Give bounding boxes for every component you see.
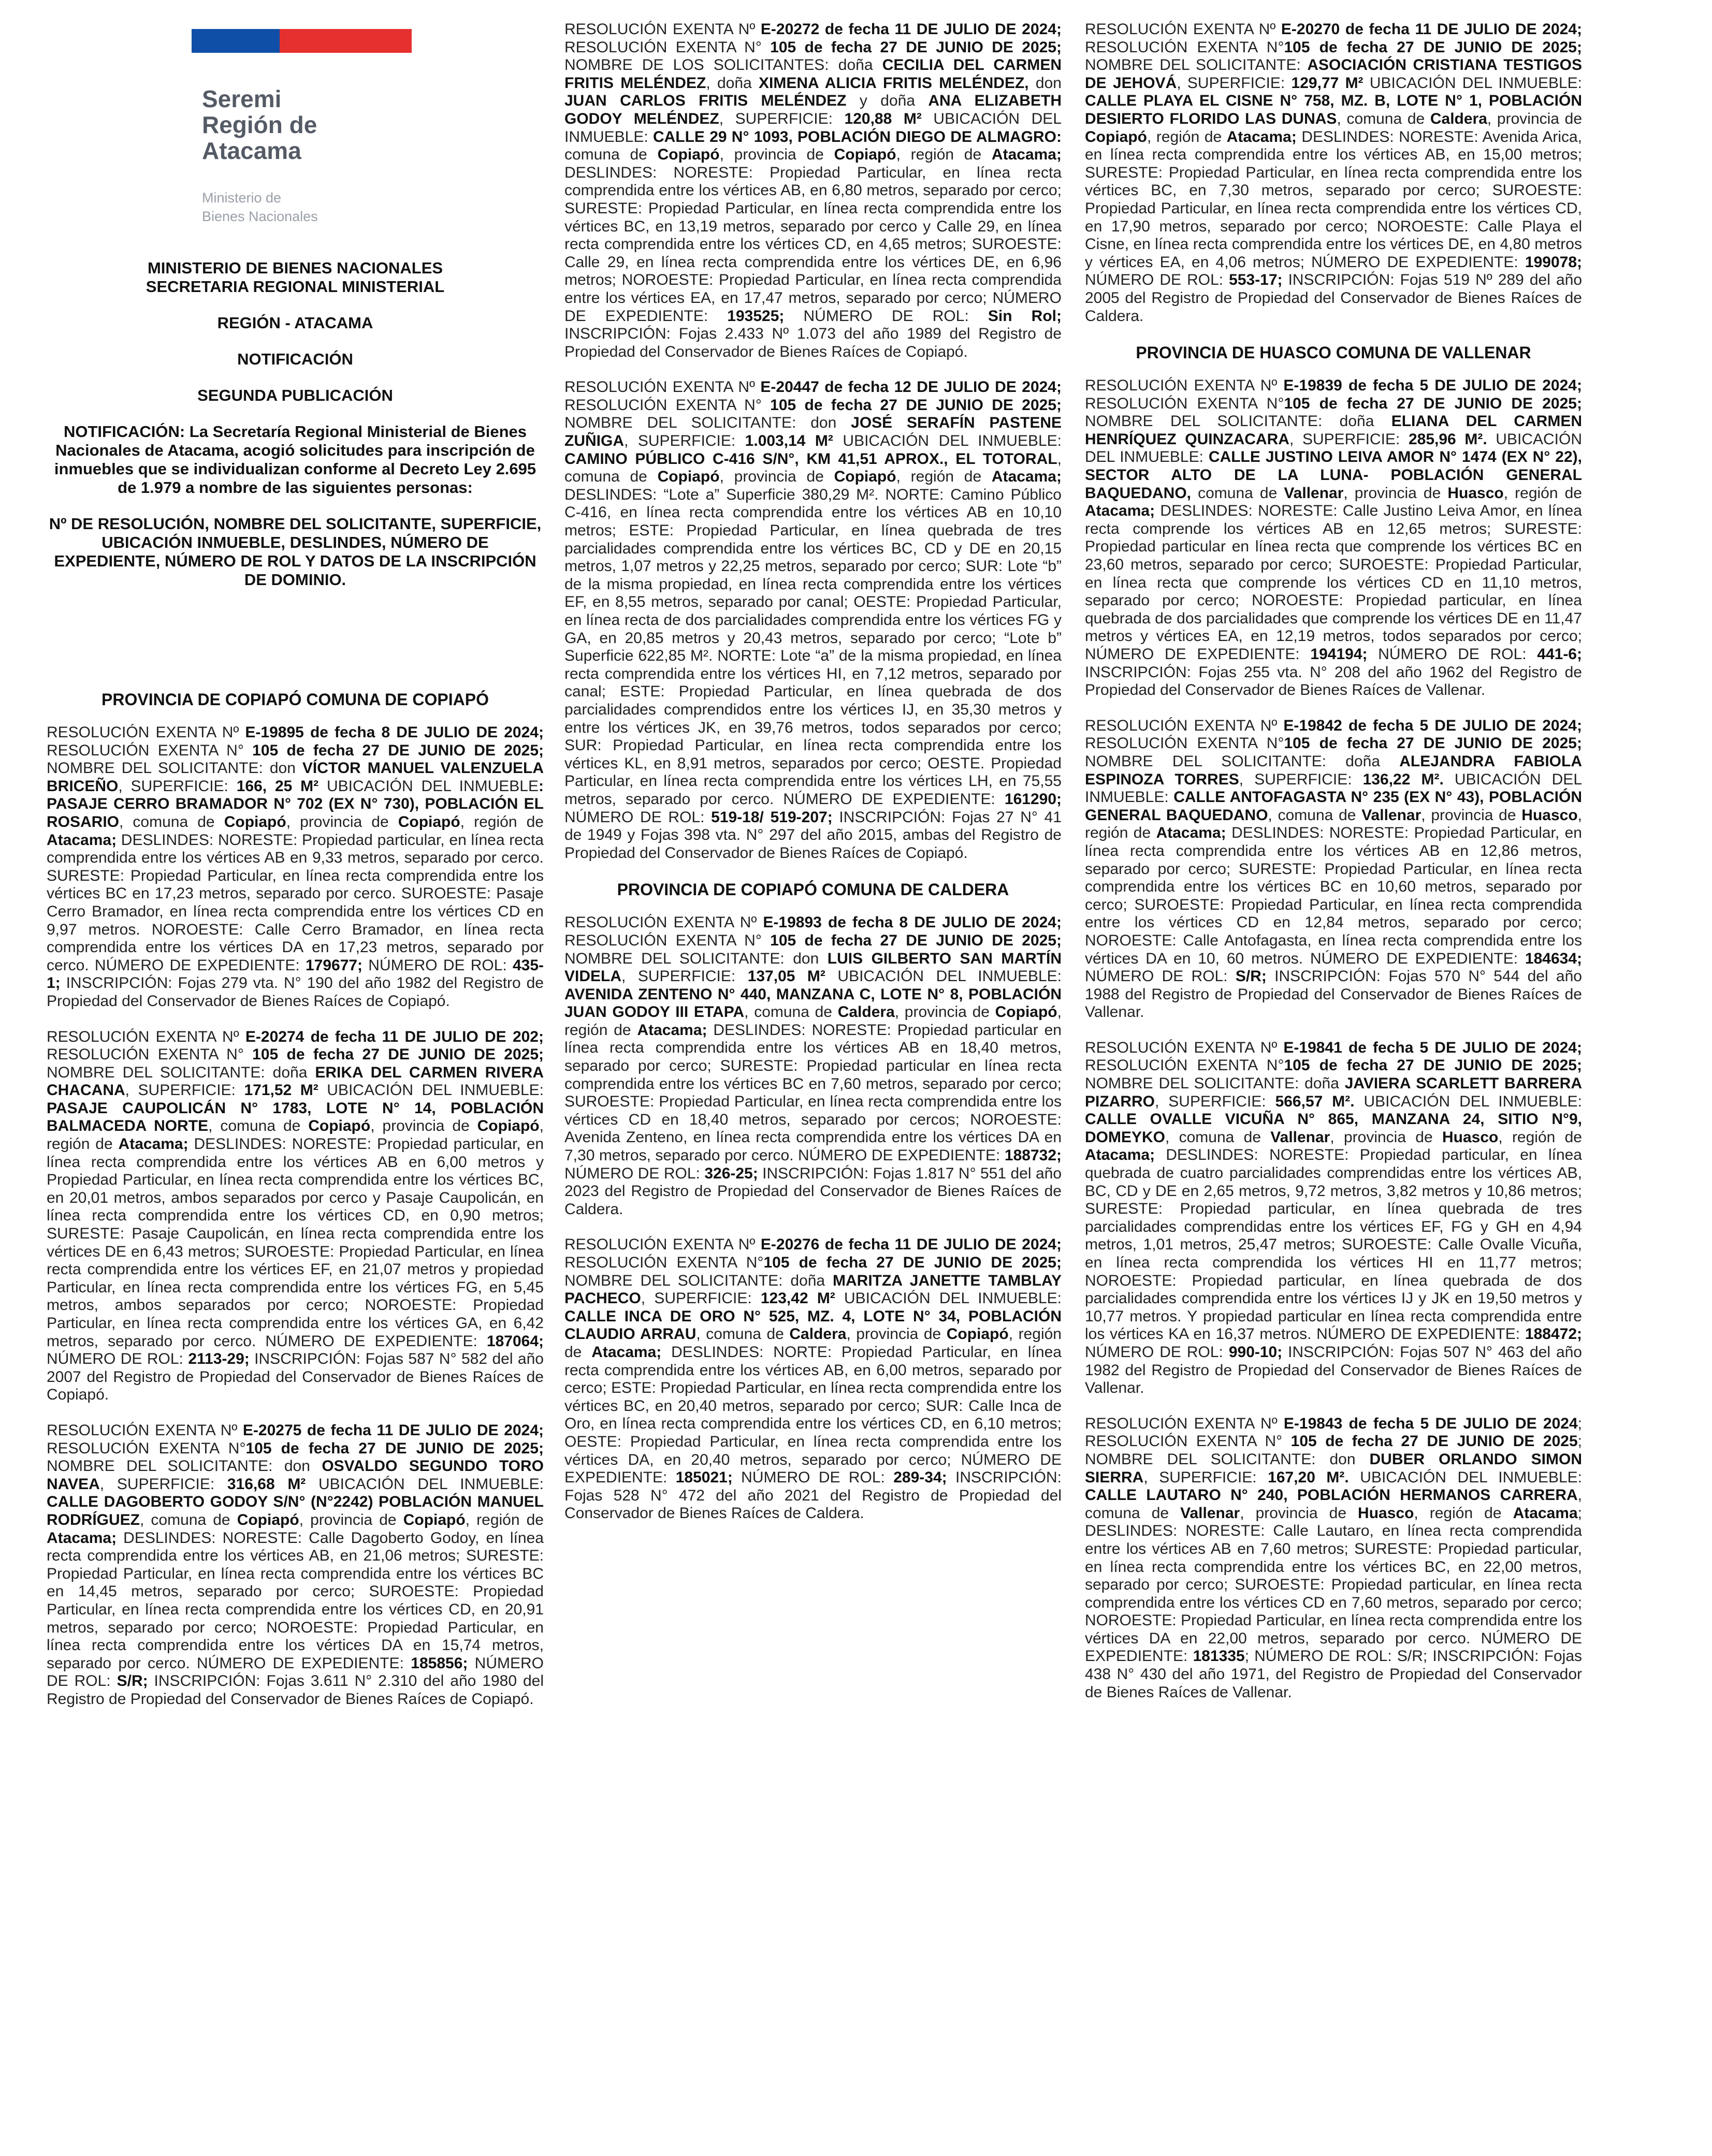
resolution-bold-text: E-20276 de fecha 11 DE JULIO DE 2024; <box>760 1236 1062 1254</box>
resolution-text: , provincia de <box>719 146 834 164</box>
resolution-text: RESOLUCIÓN EXENTA Nº <box>47 724 245 741</box>
resolution-e19842 <box>1085 717 1582 1022</box>
resolution-text: NÚMERO DE ROL: <box>1367 646 1537 663</box>
resolution-text: , región de <box>1503 484 1582 502</box>
region-title: REGIÓN - ATACAMA <box>217 314 373 332</box>
resolution-text: comuna de <box>1191 484 1284 502</box>
resolution-bold-text: PASAJE CAUPOLICÁN N° 1783, LOTE N° 14, POBLACIÓN BALMACEDA NORTE <box>47 1099 544 1135</box>
resolution-text: , región de <box>564 1325 1062 1361</box>
resolution-text: NÚMERO DE ROL: <box>564 1164 705 1182</box>
resolution-bold-text: Huasco <box>1447 484 1504 502</box>
resolution-bold-text: Atacama; <box>637 1021 707 1039</box>
resolution-text: , provincia de <box>370 1117 477 1135</box>
resolution-bold-text: CAMINO PÚBLICO C-416 S/N°, KM 41,51 APROX., EL TOTORAL <box>564 450 1057 468</box>
resolution-bold-text: CECILIA DEL CARMEN FRITIS MELÉNDEZ <box>564 56 1062 92</box>
resolution-text: INSCRIPCIÓN: Fojas 27 N° 41 de 1949 y Fojas 398 vta. N° 297 del año 2015, ambas del Registro de Propiedad del Conservador de Bienes Raíces de Copiapó. <box>564 808 1062 862</box>
resolution-text: , comuna de <box>564 450 1062 486</box>
resolution-bold-text: 105 de fecha 27 DE JUNIO DE 2025 <box>1290 1433 1578 1450</box>
resolution-bold-text: E-20447 de fecha 12 DE JULIO DE 2024; <box>760 378 1062 396</box>
resolution-bold-text: E-20275 de fecha 11 DE JULIO DE 2024; <box>242 1421 544 1439</box>
resolution-bold-text: Caldera <box>1430 110 1487 127</box>
resolution-text: RESOLUCIÓN EXENTA Nº <box>564 21 761 38</box>
resolution-bold-text: 188472; <box>1525 1325 1582 1343</box>
resolution-bold-text: S/R; <box>1235 968 1267 985</box>
resolution-text: NOMBRE DEL SOLICITANTE: doña <box>1085 1075 1345 1092</box>
column-3 <box>1085 21 1582 1719</box>
resolution-bold-text: S/R; <box>117 1672 148 1690</box>
resolution-bold-text: E-20274 de fecha 11 DE JULIO DE 202; <box>245 1028 544 1045</box>
resolution-bold-text: 553-17; <box>1229 271 1283 289</box>
resolution-text: DESLINDES: NORESTE: Propiedad particular, en línea recta comprendida entre los vértices AB en 6,00 metros y Propiedad Particular, en línea recta comprendida entre los vértices BC, en 20,01 metros, ambos separados por cerco y Pasaje Caupolicán, en línea recta comprendida entre los vértices CD, en 0,90 metros; SURESTE: Pasaje Caupolicán, en línea recta comprendida entre los vértices DE en 6,43 metros; SUROESTE: Propiedad Particular, en línea recta comprendida entre los vértices EF, en 21,07 metros y propiedad Particular, en línea recta comprendida entre los vértices FG, en 5,45 metros, ambos separados por cerco; NOROESTE: Propiedad Particular, en línea recta comprendida entre los vértices GA, en 6,42 metros, separado por cerco. NÚMERO DE EXPEDIENTE: <box>47 1135 544 1350</box>
resolution-text: UBICACIÓN DEL INMUEBLE: <box>825 968 1062 985</box>
resolution-text: RESOLUCIÓN EXENTA Nº <box>1085 1415 1284 1432</box>
resolution-bold-text: 185021; <box>675 1469 733 1487</box>
resolution-text: INSCRIPCIÓN: Fojas 528 N° 472 del año 2021 del Registro de Propiedad del Conservador de Bienes Raíces de Caldera. <box>564 1469 1062 1522</box>
resolution-text: UBICACIÓN DEL INMUEBLE: <box>318 1082 544 1099</box>
logo-line-1: Seremi <box>202 85 282 112</box>
resolution-bold-text: 441-6; <box>1537 646 1582 663</box>
resolution-text: , provincia de <box>719 468 834 486</box>
resolution-bold-text: Atacama; <box>118 1135 188 1153</box>
publicacion-title: SEGUNDA PUBLICACIÓN <box>197 386 393 404</box>
resolution-bold-text: Copiapó <box>657 468 720 486</box>
resolution-text: , región de <box>896 146 992 164</box>
resolution-e19841 <box>1085 1039 1582 1397</box>
resolution-bold-text: ALEJANDRA FABIOLA ESPINOZA TORRES <box>1085 752 1582 788</box>
resolution-bold-text: Copiapó <box>308 1117 371 1135</box>
resolution-text: , SUPERFICIE: <box>99 1475 227 1493</box>
resolution-bold-text: 129,77 M² <box>1291 74 1363 92</box>
resolution-bold-text: E-19843 de fecha 5 DE JULIO DE 2024 <box>1283 1415 1578 1432</box>
resolution-bold-text: 105 de fecha 27 DE JUNIO DE 2025; <box>1284 1057 1582 1074</box>
resolution-bold-text: MARITZA JANETTE TAMBLAY PACHECO <box>564 1272 1062 1307</box>
resolution-bold-text: E-20272 de fecha 11 DE JULIO DE 2024; <box>760 21 1062 38</box>
column-1 <box>47 676 544 1726</box>
resolution-bold-text: Copiapó <box>834 468 896 486</box>
resolution-bold-text: Copiapó <box>1085 128 1147 145</box>
resolution-text: , región de <box>460 813 544 831</box>
resolution-text: NÚMERO DE ROL: <box>564 808 712 826</box>
document-header <box>47 259 544 589</box>
resolution-text: , región de <box>47 1117 544 1153</box>
ministry-title: MINISTERIO DE BIENES NACIONALES <box>147 259 443 277</box>
resolution-bold-text: Huasco <box>1521 806 1578 824</box>
resolution-bold-text: 566,57 M². <box>1275 1092 1355 1110</box>
resolution-bold-text: DUBER ORLANDO SIMON SIERRA <box>1085 1450 1582 1486</box>
resolution-text: UBICACIÓN DEL INMUEBLE: <box>564 110 1062 145</box>
resolution-bold-text: Atacama; <box>47 831 117 849</box>
resolution-text: , región de <box>564 1003 1062 1039</box>
resolution-bold-text: 171,52 M² <box>244 1082 318 1099</box>
column-2 <box>564 21 1062 1540</box>
resolution-text: don <box>1028 74 1062 92</box>
resolution-bold-text: CALLE LAUTARO N° 240, POBLACIÓN HERMANOS CARRERA <box>1085 1487 1578 1504</box>
resolution-bold-text: Atacama; <box>1156 824 1226 842</box>
resolution-bold-text: 435-1; <box>47 956 544 992</box>
resolution-bold-text: 990-10; <box>1228 1343 1283 1361</box>
resolution-bold-text: 193525; <box>727 307 785 325</box>
resolution-text: , comuna de <box>1268 806 1362 824</box>
resolution-bold-text: AVENIDA ZENTENO N° 440, MANZANA C, LOTE N° 8, POBLACIÓN JUAN GODOY III ETAPA <box>564 985 1062 1021</box>
resolution-text: DESLINDES: NORESTE: Propiedad Particular, en línea recta comprendida entre los vértices AB, en 6,80 metros, separado por cerco; SURESTE: Propiedad Particular, en línea recta comprendida entre los vértices BC, en 13,19 metros, separado por cerco y Calle 29, en línea recta comprendida entre los vértices CD, en 4,65 metros; SUROESTE: Calle 29, en línea recta comprendida entre los vértices DE, en 6,96 metros; NOROESTE: Propiedad Particular, en línea recta comprendida entre los vértices EA, en 17,47 metros, separado por cerco; NÚMERO DE EXPEDIENTE: <box>564 164 1062 325</box>
resolution-text: , provincia de <box>1343 484 1448 502</box>
resolution-text: , SUPERFICIE: <box>1289 430 1409 448</box>
resolution-bold-text: 519-18/ 519-207; <box>711 808 833 826</box>
resolution-text: RESOLUCIÓN EXENTA Nº <box>1085 21 1281 38</box>
resolution-text: UBICACIÓN DEL INMUEBLE: <box>306 1475 544 1493</box>
resolution-text: , comuna de <box>140 1511 237 1528</box>
resolution-bold-text: Copiapó <box>995 1003 1057 1021</box>
resolution-text: NOMBRE DEL SOLICITANTE: don <box>564 950 828 967</box>
resolution-bold-text: E-19842 de fecha 5 DE JULIO DE 2024; <box>1283 717 1582 734</box>
resolution-bold-text: 199078; <box>1525 253 1582 271</box>
resolution-bold-text: CALLE PLAYA EL CISNE N° 758, MZ. B, LOTE N° 1, POBLACIÓN DESIERTO FLORIDO LAS DUNAS <box>1085 92 1582 127</box>
resolution-text: , provincia de <box>894 1003 995 1021</box>
resolution-e20276 <box>564 1236 1062 1523</box>
resolution-text: NOMBRE DEL SOLICITANTE: don <box>47 760 302 777</box>
resolution-text: NOMBRE DEL SOLICITANTE: <box>1085 56 1308 74</box>
province-heading-vallenar: PROVINCIA DE HUASCO COMUNA DE VALLENAR <box>1136 343 1531 362</box>
resolution-text: RESOLUCIÓN EXENTA Nº <box>47 1028 245 1045</box>
resolution-text: , región de <box>1085 806 1582 842</box>
resolution-bold-text: Atacama <box>1513 1504 1578 1522</box>
resolution-bold-text: Atacama; <box>1085 1146 1155 1164</box>
resolution-text: RESOLUCIÓN EXENTA N° <box>1085 1057 1284 1074</box>
resolution-e19843 <box>1085 1415 1582 1702</box>
resolution-bold-text: XIMENA ALICIA FRITIS MELÉNDEZ, <box>759 74 1029 92</box>
resolution-text: , provincia de <box>1487 110 1582 127</box>
resolution-text: comuna de <box>564 146 658 164</box>
resolution-bold-text: JOSÉ SERAFÍN PASTENE ZUÑIGA <box>564 414 1062 450</box>
resolution-bold-text: 123,42 M² <box>760 1290 835 1307</box>
resolution-bold-text: CALLE OVALLE VICUÑA N° 865, MANZANA 24, SITIO N°9, DOMEYKO <box>1085 1111 1582 1146</box>
resolution-bold-text: 167,20 M². <box>1268 1468 1349 1486</box>
resolution-text: UBICACIÓN DEL INMUEBLE: <box>833 432 1062 450</box>
resolution-text: , región de <box>1147 128 1227 145</box>
resolution-bold-text: 2113-29; <box>188 1350 250 1368</box>
resolution-bold-text: 185856; <box>411 1654 468 1672</box>
resolution-bold-text: 136,22 M². <box>1362 770 1444 788</box>
resolution-bold-text: 120,88 M² <box>844 110 922 127</box>
resolution-text: DESLINDES: NORESTE: Propiedad particular, en línea quebrada de cuatro parcialidades comprendidas entre los vértices AB, BC, CD y DE en 2,65 metros, 9,72 metros, 3,82 metros y 10,86 metros; SURESTE: Propiedad particular, en línea quebrada de tres parcialidades comprendidas entre los vértices EF, FG y GH en 4,94 metros, 1,01 metros, 25,47 metros; SUROESTE: Calle Ovalle Vicuña, en línea recta comprendida los vértices HI en 11,77 metros; NOROESTE: Propiedad particular, en línea quebrada de dos parcialidades comprendida entre los vértices IJ y JK en 19,50 metros y 10,77 metros. Y propiedad particular en línea recta comprendida entre los vértices KA en 16,37 metros. NÚMERO DE EXPEDIENTE: <box>1085 1146 1582 1343</box>
resolution-bold-text: : PASAJE CERRO BRAMADOR N° 702 (EX N° 730), POBLACIÓN EL ROSARIO <box>47 777 544 831</box>
secretaria-title: SECRETARIA REGIONAL MINISTERIAL <box>146 278 445 296</box>
resolution-text: RESOLUCIÓN EXENTA Nº <box>564 378 761 396</box>
resolution-bold-text: Copiapó <box>946 1325 1009 1343</box>
resolution-bold-text: ASOCIACIÓN CRISTIANA TESTIGOS DE JEHOVÁ <box>1085 56 1582 92</box>
resolution-e19839 <box>1085 377 1582 700</box>
logo-sub-1: Ministerio de <box>202 190 282 206</box>
resolution-text: NÚMERO DE ROL: <box>732 1469 894 1487</box>
resolution-bold-text: 105 de fecha 27 DE JUNIO DE 2025; <box>770 396 1062 414</box>
resolution-bold-text: Huasco <box>1358 1504 1414 1522</box>
logo-line-3: Atacama <box>202 137 301 164</box>
resolution-bold-text: 105 de fecha 27 DE JUNIO DE 2025; <box>770 38 1062 56</box>
resolution-bold-text: 184634; <box>1525 950 1582 967</box>
resolution-text: , SUPERFICIE: <box>1143 1468 1268 1486</box>
resolution-text: NÚMERO DE ROL: <box>47 1350 188 1368</box>
resolution-bold-text: Huasco <box>1442 1128 1499 1146</box>
resolution-text: UBICACIÓN DEL INMUEBLE: <box>1363 74 1582 92</box>
resolution-bold-text: 105 de fecha 27 DE JUNIO DE 2025; <box>763 1254 1062 1271</box>
resolution-e20270 <box>1085 21 1582 325</box>
resolution-text: , SUPERFICIE: <box>641 1290 761 1307</box>
resolution-bold-text: E-19895 de fecha 8 DE JULIO DE 2024; <box>245 724 544 741</box>
resolution-text: UBICACIÓN DEL INMUEBLE: <box>1085 770 1583 806</box>
resolution-bold-text: 161290; <box>1004 790 1062 808</box>
resolution-text: , comuna de <box>1085 1487 1582 1522</box>
resolution-text: NOMBRE DEL SOLICITANTE: doña <box>564 1272 833 1289</box>
resolution-text: DESLINDES: NORESTE: Calle Justino Leiva Amor, en línea recta comprende los vértices AB en 12,65 metros; SURESTE: Propiedad particular en línea recta que comprende los vértices BC en 23,60 metros, separado por cerco; SUROESTE: Propiedad Particular, en línea recta que comprende los vértices CD en 11,10 metros, separado por cerco; NOROESTE: Propiedad particular, en línea quebrada de dos parcialidades que comprende los vértices DE en 11,47 metros y vértices EA, en 12,19 metros, todos separados por cerco; NÚMERO DE EXPEDIENTE: <box>1085 502 1582 663</box>
resolution-text: RESOLUCIÓN EXENTA Nº <box>1085 1039 1284 1056</box>
resolution-text: , región de <box>896 468 992 486</box>
resolution-text: y doña <box>846 92 928 110</box>
resolution-text: UBICACIÓN DEL INMUEBLE: <box>1085 430 1582 466</box>
resolution-bold-text: Atacama; <box>991 146 1062 164</box>
seremi-logo-text <box>202 86 409 164</box>
resolution-bold-text: JAVIERA SCARLETT BARRERA PIZARRO <box>1085 1075 1583 1110</box>
resolution-bold-text: 105 de fecha 27 DE JUNIO DE 2025; <box>1284 38 1582 56</box>
resolution-bold-text: 181335 <box>1193 1648 1245 1665</box>
resolution-e19895 <box>47 724 544 1011</box>
resolution-text: INSCRIPCIÓN: Fojas 2.433 Nº 1.073 del año 1989 del Registro de Propiedad del Conservador de Bienes Raíces de Copiapó. <box>564 325 1062 360</box>
resolution-bold-text: Atacama; <box>991 468 1062 486</box>
logo-subtitle <box>202 188 409 226</box>
resolution-bold-text: 1.003,14 M² <box>745 432 833 450</box>
resolution-bold-text: VÍCTOR MANUEL VALENZUELA BRICEÑO <box>47 760 544 795</box>
resolution-text: , comuna de <box>696 1325 790 1343</box>
flag-red-segment <box>280 29 412 53</box>
resolution-text: , provincia de <box>1421 806 1522 824</box>
resolution-text: DESLINDES: NORESTE: Avenida Arica, en línea recta comprendida entre los vértices AB, en 15,00 metros; SURESTE: Propiedad Particular, en línea recta comprendida entre los vértices BC, en 7,30 metros, separado por cerco; SUROESTE: Propiedad Particular, en línea recta comprendida entre los vértices CD, en 17,90 metros, separado por cerco; NOROESTE: Calle Playa el Cisne, en línea recta comprendida entre los vértices DE, en 4,80 metros y vértices EA, en 4,06 metros; NÚMERO DE EXPEDIENTE: <box>1085 128 1582 271</box>
resolution-bold-text: E-19893 de fecha 8 DE JULIO DE 2024; <box>763 914 1062 931</box>
resolution-bold-text: 105 de fecha 27 DE JUNIO DE 2025; <box>252 1046 544 1064</box>
resolution-text: RESOLUCIÓN EXENTA Nº <box>1085 377 1284 395</box>
resolution-bold-text: E-19839 de fecha 5 DE JULIO DE 2024; <box>1283 377 1582 395</box>
resolution-text: , SUPERFICIE: <box>624 432 745 450</box>
resolution-bold-text: CALLE JUSTINO LEIVA AMOR N° 1474 (EX N° 22), SECTOR ALTO DE LA LUNA- POBLACIÓN GENERAL BAQUEDANO, <box>1085 448 1582 502</box>
resolution-bold-text: CALLE DAGOBERTO GODOY S/N° (N°2242) POBLACIÓN MANUEL RODRÍGUEZ <box>47 1493 544 1528</box>
resolution-bold-text: Atacama; <box>1085 502 1155 520</box>
resolution-text: INSCRIPCIÓN: Fojas 1.817 N° 551 del año 2023 del Registro de Propiedad del Conservador de Bienes Raíces de Caldera. <box>564 1164 1062 1218</box>
resolution-text: UBICACIÓN DEL INMUEBLE: <box>1348 1468 1582 1486</box>
resolution-bold-text: 179677; <box>305 956 363 974</box>
resolution-text: , SUPERFICIE: <box>1155 1092 1275 1110</box>
resolution-bold-text: 105 de fecha 27 DE JUNIO DE 2025; <box>245 1439 544 1457</box>
resolution-bold-text: Atacama; <box>591 1343 662 1361</box>
resolution-text: NOMBRE DEL SOLICITANTE: don <box>564 414 851 432</box>
resolution-bold-text: Atacama; <box>47 1529 117 1547</box>
resolution-text: RESOLUCIÓN EXENTA Nº <box>1085 717 1284 734</box>
resolution-text: RESOLUCIÓN EXENTA Nº <box>47 1421 243 1439</box>
resolution-text: UBICACIÓN DEL INMUEBLE <box>318 777 539 795</box>
resolution-bold-text: ERIKA DEL CARMEN RIVERA CHACANA <box>47 1064 544 1099</box>
resolution-text: , región de <box>1414 1504 1513 1522</box>
resolution-text: RESOLUCIÓN EXENTA N° <box>1085 38 1284 56</box>
resolution-bold-text: Vallenar <box>1361 806 1421 824</box>
resolution-bold-text: Caldera <box>837 1003 895 1021</box>
resolution-text: NÚMERO DE ROL: <box>1085 968 1236 985</box>
resolution-text: RESOLUCIÓN EXENTA Nº <box>564 1236 761 1254</box>
resolution-bold-text: Copiapó <box>398 813 460 831</box>
resolution-text: DESLINDES: “Lote a” Superficie 380,29 M². NORTE: Camino Público C-416, en línea recta comprendida entre los vértices AB en 10,10 metros; ESTE: Propiedad Particular, en línea quebrada de tres parcialidades comprendida entre los vértices BC, CD y DE en 20,15 metros, 1,07 metros y 22,25 metros, separado por cerco; SUR: Lote “b” de la misma propiedad, en línea recta comprendida entre los vértices EF, en 8,55 metros, separado por canal; OESTE: Propiedad Particular, en línea recta de dos parcialidades comprendida entre los vértices FG y GA, en 20,85 metros y 20,43 metros, separado por cerco; “Lote b” Superficie 622,85 M². NORTE: Lote “a” de la misma propiedad, en línea recta comprendida entre los vértices HI, en 7,12 metros, separado por canal; ESTE: Propiedad Particular, en línea quebrada de dos parcialidades comprendidos entre los vértices IJ, en 35,30 metros y entre los vértices JK, en 39,76 metros, todos separados por cerco; SUR: Propiedad Particular, en línea recta comprendida entre los vértices KL, en 8,91 metros, separados por cerco; OESTE. Propiedad Particular, en línea recta comprendida entre los vértices LH, en 75,55 metros, separado por cerco. NÚMERO DE EXPEDIENTE: <box>564 486 1062 808</box>
resolution-text: , comuna de <box>1337 110 1430 127</box>
resolution-bold-text: E-20270 de fecha 11 DE JULIO DE 2024; <box>1281 21 1582 38</box>
resolution-text: RESOLUCIÓN EXENTA N° <box>47 1046 253 1064</box>
resolution-text: NÚMERO DE ROL: <box>47 1654 544 1690</box>
resolution-text: INSCRIPCIÓN: Fojas 279 vta. N° 190 del año 1982 del Registro de Propiedad del Conservador de Bienes Raíces de Copiapó. <box>47 974 544 1010</box>
resolution-text: DESLINDES: NORESTE: Propiedad particular, en línea recta comprendida entre los vértices AB en 9,33 metros, separado por cerco. SURESTE: Propiedad Particular, en línea recta comprendida entre los vértices BC en 17,23 metros, separado por cerco. SUROESTE: Pasaje Cerro Bramador, en línea recta comprendida entre los vértices CD en 9,97 metros. NOROESTE: Calle Cerro Bramador, en línea recta comprendida entre los vértices DA en 17,23 metros, separado por cerco. NÚMERO DE EXPEDIENTE: <box>47 831 544 974</box>
resolution-text: INSCRIPCIÓN: Fojas 3.611 N° 2.310 del año 1980 del Registro de Propiedad del Conservador de Bienes Raíces de Copiapó. <box>47 1672 544 1708</box>
resolution-text: NOMBRE DEL SOLICITANTE: doña <box>47 1064 315 1081</box>
resolution-text: , provincia de <box>846 1325 947 1343</box>
resolution-text: NÚMERO DE ROL: <box>362 956 513 974</box>
notificacion-title: NOTIFICACIÓN <box>237 350 353 368</box>
resolution-text: INSCRIPCIÓN: Fojas 507 N° 463 del año 1982 del Registro de Propiedad del Conservador de Bienes Raíces de Vallenar. <box>1085 1343 1582 1397</box>
resolution-bold-text: Vallenar <box>1270 1128 1330 1146</box>
resolution-e19893 <box>564 914 1062 1218</box>
resolution-text: RESOLUCIÓN EXENTA N° <box>564 1254 764 1271</box>
resolution-bold-text: 105 de fecha 27 DE JUNIO DE 2025; <box>1284 735 1582 752</box>
province-heading-caldera: PROVINCIA DE COPIAPÓ COMUNA DE CALDERA <box>617 880 1009 899</box>
resolution-text: NÚMERO DE ROL: <box>1085 271 1229 289</box>
flag-blue-segment <box>192 29 280 53</box>
resolution-e20275 <box>47 1422 544 1709</box>
resolution-bold-text: CALLE 29 N° 1093, POBLACIÓN DIEGO DE ALMAGRO: <box>652 128 1062 145</box>
resolution-text: INSCRIPCIÓN: Fojas 587 N° 582 del año 2007 del Registro de Propiedad del Conservador de Bienes Raíces de Copiapó. <box>47 1350 544 1404</box>
resolution-bold-text: OSVALDO SEGUNDO TORO NAVEA <box>47 1458 544 1493</box>
resolution-text: UBICACIÓN DEL INMUEBLE: <box>1354 1092 1582 1110</box>
fields-list: Nº DE RESOLUCIÓN, NOMBRE DEL SOLICITANTE, SUPERFICIE, UBICACIÓN INMUEBLE, DESLINDES, NÚMERO DE EXPEDIENTE, NÚMERO DE ROL Y DATOS DE LA INSCRIPCIÓN DE DOMINIO. <box>49 515 542 589</box>
logo-sub-2: Bienes Nacionales <box>202 209 318 224</box>
resolution-bold-text: CALLE ANTOFAGASTA N° 235 (EX N° 43), POBLACIÓN GENERAL BAQUEDANO <box>1085 789 1583 824</box>
resolution-bold-text: JUAN CARLOS FRITIS MELÉNDEZ <box>564 92 847 110</box>
logo-line-2: Región de <box>202 111 317 138</box>
resolution-text: ; NÚMERO DE ROL: S/R; INSCRIPCIÓN: Fojas 438 N° 430 del año 1971, del Registro de Propiedad del Conservador de Bienes Raíces de Vallenar. <box>1085 1648 1583 1701</box>
resolution-text: RESOLUCIÓN EXENTA N° <box>1085 395 1284 412</box>
resolution-text: NOMBRE DEL SOLICITANTE: doña <box>1085 752 1400 770</box>
resolution-text: , provincia de <box>286 813 398 831</box>
resolution-bold-text: Atacama; <box>1226 128 1297 145</box>
resolution-text: , SUPERFICIE: <box>125 1082 244 1099</box>
resolution-text: , doña <box>706 74 759 92</box>
resolution-text: , comuna de <box>744 1003 838 1021</box>
resolution-bold-text: Copiapó <box>477 1117 540 1135</box>
resolution-bold-text: 326-25; <box>704 1164 758 1182</box>
resolution-text: , región de <box>1498 1128 1582 1146</box>
resolution-text: , SUPERFICIE: <box>621 968 748 985</box>
resolution-text: , provincia de <box>1330 1128 1442 1146</box>
resolution-text: INSCRIPCIÓN: Fojas 519 Nº 289 del año 2005 del Registro de Propiedad del Conservador de Bienes Raíces de Caldera. <box>1085 271 1582 325</box>
resolution-bold-text: Copiapó <box>403 1511 466 1528</box>
resolution-text: , comuna de <box>208 1117 309 1135</box>
resolution-bold-text: Copiapó <box>237 1511 299 1528</box>
resolution-text: RESOLUCIÓN EXENTA N° <box>564 396 771 414</box>
resolution-bold-text: Copiapó <box>834 146 896 164</box>
resolution-text: , comuna de <box>119 813 224 831</box>
resolution-text: RESOLUCIÓN EXENTA N° <box>564 931 771 949</box>
notification-intro: NOTIFICACIÓN: La Secretaría Regional Ministerial de Bienes Nacionales de Atacama, acogió solicitudes para inscripción de inmuebles que se individualizan conforme al Decreto Ley 2.695 de 1.979 a nombre de las siguientes personas: <box>54 423 536 497</box>
resolution-bold-text: 285,96 M². <box>1408 430 1487 448</box>
resolution-e20274 <box>47 1028 544 1404</box>
resolution-text: RESOLUCIÓN EXENTA N° <box>47 741 253 759</box>
resolution-text: , SUPERFICIE: <box>1177 74 1292 92</box>
resolution-bold-text: E-19841 de fecha 5 DE JULIO DE 2024; <box>1283 1039 1582 1056</box>
resolution-text: UBICACIÓN DEL INMUEBLE: <box>835 1290 1062 1307</box>
resolution-bold-text: Caldera <box>789 1325 847 1343</box>
resolution-text: , SUPERFICIE: <box>1239 770 1363 788</box>
resolution-bold-text: 316,68 M² <box>227 1475 306 1493</box>
resolution-bold-text: 105 de fecha 27 DE JUNIO DE 2025; <box>770 931 1062 949</box>
resolution-text: NÚMERO DE ROL: <box>784 307 988 325</box>
resolution-bold-text: Sin Rol; <box>988 307 1062 325</box>
resolution-text: RESOLUCIÓN EXENTA N° <box>1085 735 1284 752</box>
resolution-text: NOMBRE DEL SOLICITANTE: don <box>47 1458 322 1475</box>
resolution-bold-text: 194194; <box>1310 646 1368 663</box>
resolution-e20272 <box>564 21 1062 361</box>
seremi-flag-bar <box>192 29 412 53</box>
resolution-text: ; DESLINDES: NORESTE: Calle Lautaro, en línea recta comprendida entre los vértices AB en 7,60 metros; SURESTE: Propiedad particular, en línea recta comprendida entre los vértices BC, en 22,00 metros, separado por cerco; SUROESTE: Propiedad particular, en línea recta comprendida entre los vértices CD en 7,60 metros, separado por cerco; NOROESTE: Propiedad Particular, en línea recta comprendida entre los vértices DA en 22,00 metros, separado por cerco. NÚMERO DE EXPEDIENTE: <box>1085 1504 1582 1665</box>
resolution-text: DESLINDES: NORESTE: Calle Dagoberto Godoy, en línea recta comprendida entre los vértices AB, en 21,06 metros; SURESTE: Propiedad Particular, en línea recta comprendida entre los vértices BC en 14,45 metros, separado por cerco; SUROESTE: Propiedad Particular, en línea recta comprendida entre los vértices CD, en 20,91 metros, separado por cerco; NOROESTE: Propiedad Particular, en línea recta comprendida entre los vértices DA en 15,74 metros, separado por cerco. NÚMERO DE EXPEDIENTE: <box>47 1529 544 1672</box>
resolution-text: INSCRIPCIÓN: Fojas 255 vta. N° 208 del año 1962 del Registro de Propiedad del Conservador de Bienes Raíces de Vallenar. <box>1085 663 1582 699</box>
resolution-bold-text: 187064; <box>486 1332 544 1350</box>
resolution-text: , SUPERFICIE: <box>719 110 845 127</box>
resolution-text: RESOLUCIÓN EXENTA N° <box>564 38 771 56</box>
resolution-bold-text: Vallenar <box>1180 1504 1240 1522</box>
resolution-bold-text: LUIS GILBERTO SAN MARTÍN VIDELA <box>564 950 1062 985</box>
resolution-text: INSCRIPCIÓN: Fojas 570 N° 544 del año 1988 del Registro de Propiedad del Conservador de Bienes Raíces de Vallenar. <box>1085 968 1582 1021</box>
resolution-bold-text: ANA ELIZABETH GODOY MELÉNDEZ <box>564 92 1062 127</box>
resolution-bold-text: 289-34; <box>893 1469 947 1487</box>
resolution-text: DESLINDES: NORTE: Propiedad Particular, en línea recta comprendida entre los vértices AB, en 6,00 metros, separado por cerco; ESTE: Propiedad Particular, en línea recta comprendida entre los vértices BC, en 20,40 metros, separado por cerco; SUR: Calle Inca de Oro, en línea recta comprendida entre los vértices CD, en 6,10 metros; OESTE: Propiedad Particular, en línea recta comprendida entre los vértices DA, en 20,40 metros, separado por cerco; NÚMERO DE EXPEDIENTE: <box>564 1343 1062 1487</box>
resolution-bold-text: Copiapó <box>224 813 286 831</box>
resolution-bold-text: ELIANA DEL CARMEN HENRÍQUEZ QUINZACARA <box>1085 413 1582 448</box>
resolution-text: , provincia de <box>1240 1504 1358 1522</box>
resolution-bold-text: 188732; <box>1004 1147 1062 1164</box>
resolution-bold-text: 105 de fecha 27 DE JUNIO DE 2025; <box>1284 395 1582 412</box>
resolution-bold-text: Vallenar <box>1284 484 1344 502</box>
resolution-text: NOMBRE DE LOS SOLICITANTES: doña <box>564 56 882 74</box>
resolution-text: , SUPERFICIE: <box>118 777 237 795</box>
resolution-text: , provincia de <box>299 1511 403 1528</box>
resolution-text: RESOLUCIÓN EXENTA Nº <box>564 914 763 931</box>
resolution-bold-text: Copiapó <box>657 146 720 164</box>
resolution-text: RESOLUCIÓN EXENTA N° <box>47 1439 246 1457</box>
resolution-e20447 <box>564 378 1062 862</box>
resolution-bold-text: CALLE INCA DE ORO N° 525, MZ. 4, LOTE N° 34, POBLACIÓN CLAUDIO ARRAU <box>564 1307 1062 1343</box>
resolution-text: , región de <box>465 1511 544 1528</box>
resolution-text: , comuna de <box>1165 1128 1271 1146</box>
resolution-text: ; NOMBRE DEL SOLICITANTE: don <box>1085 1433 1583 1468</box>
resolution-text: NÚMERO DE ROL: <box>1085 1343 1229 1361</box>
resolution-bold-text: 105 de fecha 27 DE JUNIO DE 2025; <box>252 741 544 759</box>
resolution-text: ; RESOLUCIÓN EXENTA N° <box>1085 1415 1582 1450</box>
resolution-bold-text: 166, 25 M² <box>236 777 319 795</box>
resolution-bold-text: 137,05 M² <box>747 968 825 985</box>
resolution-text: NOMBRE DEL SOLICITANTE: doña <box>1085 413 1391 430</box>
resolution-text: DESLINDES: NORESTE: Propiedad particular en línea recta comprendida entre los vértices AB en 18,40 metros, separado por cerco; SURESTE: Propiedad particular en línea recta comprendida entre los vértices BC en 7,60 metros, separado por cerco; SUROESTE: Propiedad Particular, en línea recta comprendida entre los vértices CD en 18,40 metros, separado por cercos; NOROESTE: Avenida Zenteno, en línea recta comprendida entre los vértices DA en 7,30 metros, separado por cerco. NÚMERO DE EXPEDIENTE: <box>564 1021 1062 1164</box>
province-heading-copiapo: PROVINCIA DE COPIAPÓ COMUNA DE COPIAPÓ <box>101 690 489 709</box>
resolution-text: DESLINDES: NORESTE: Propiedad Particular, en línea recta comprendida entre los vértices AB en 12,86 metros, separado por cerco; SURESTE: Propiedad Particular, en línea recta comprendida entre los vértices BC en 10,60 metros, separado por cerco; SUROESTE: Propiedad Particular, en línea recta comprendida entre los vértices CD en 12,84 metros, separado por cerco; NOROESTE: Calle Antofagasta, en línea recta comprendida entre los vértices DA en 10, 60 metros. NÚMERO DE EXPEDIENTE: <box>1085 824 1582 967</box>
